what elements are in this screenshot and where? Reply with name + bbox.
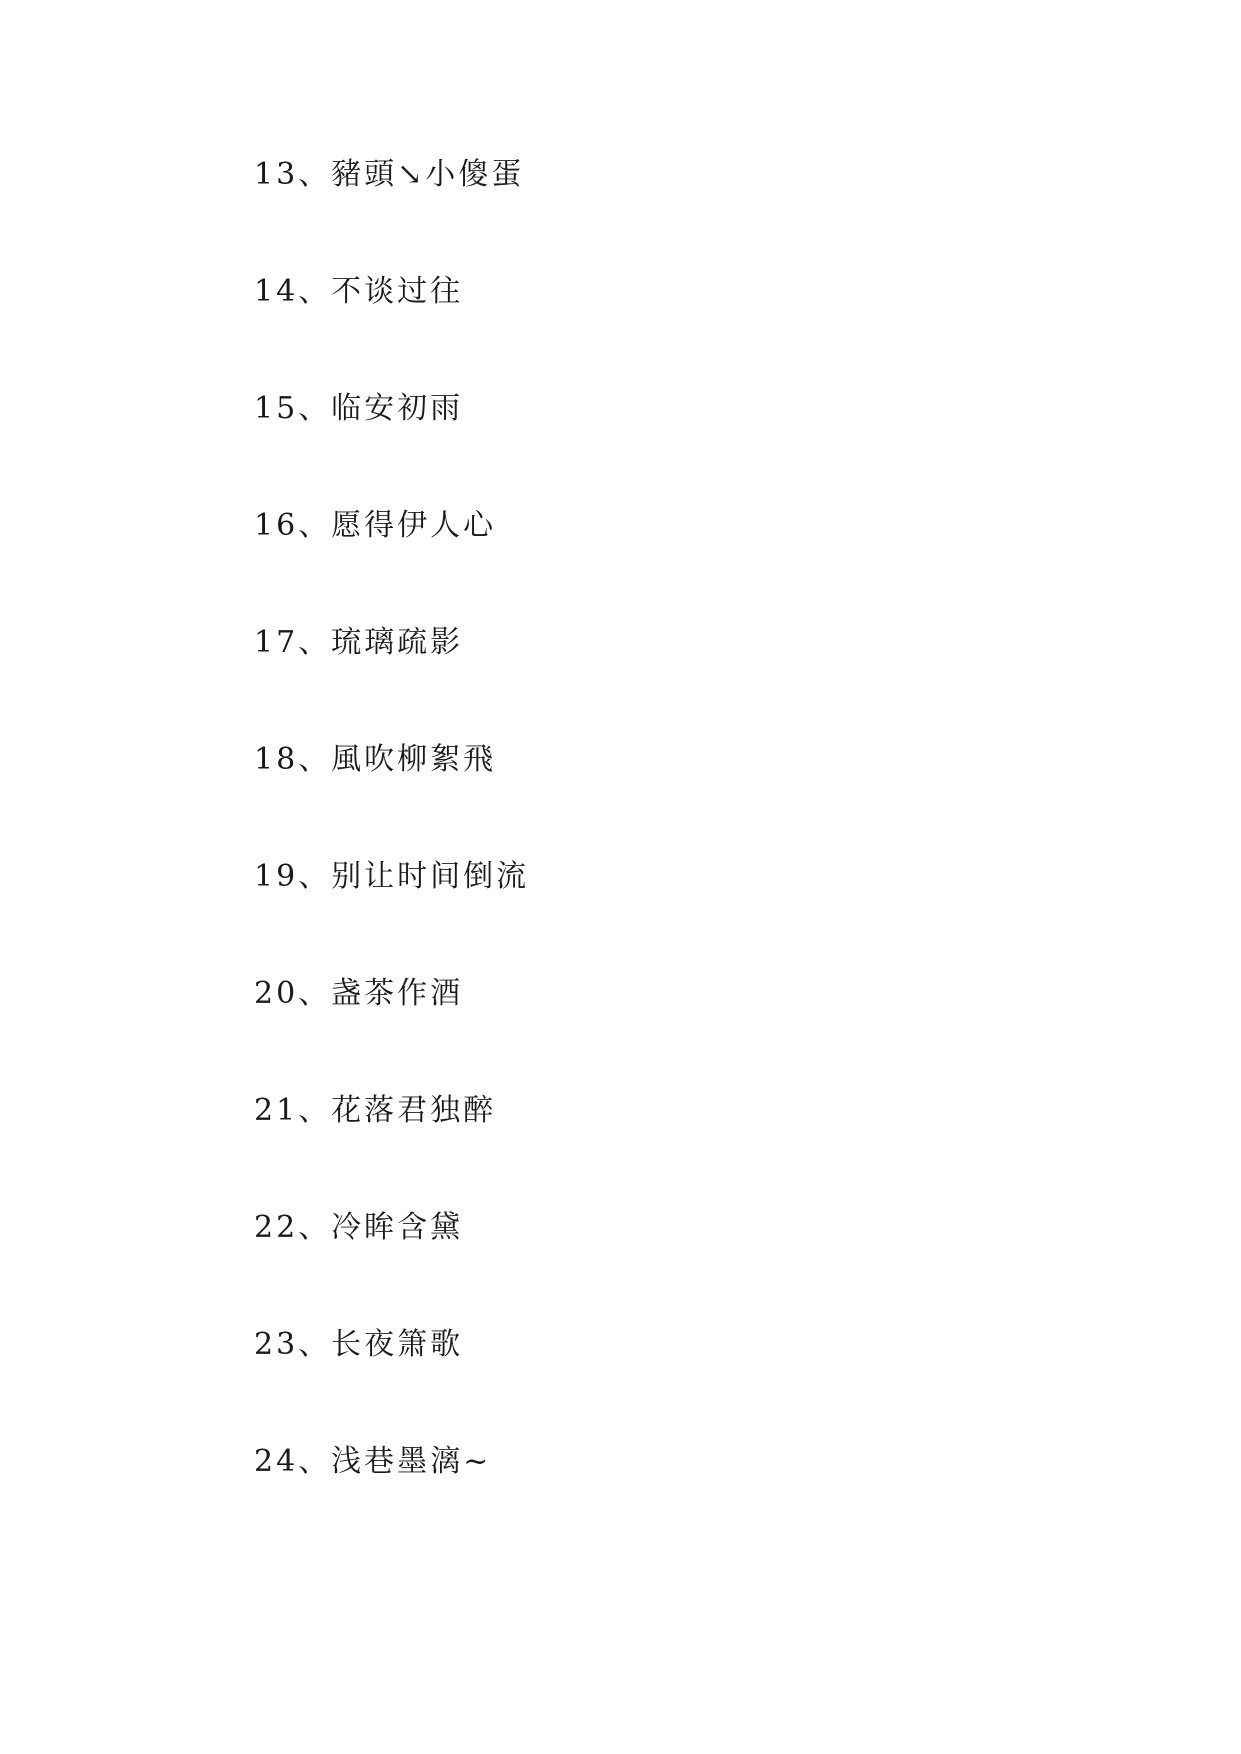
list-item: 19、别让时间倒流 <box>254 859 530 894</box>
list-item: 17、琉璃疏影 <box>254 625 464 660</box>
list-item: 24、浅巷墨漓~ <box>254 1444 492 1479</box>
list-item: 13、豬頭↘小傻蛋 <box>254 157 525 192</box>
name-list <box>254 157 530 1564</box>
list-item: 22、冷眸含黛 <box>254 1210 464 1245</box>
list-item: 16、愿得伊人心 <box>254 508 497 543</box>
list-item: 23、长夜箫歌 <box>254 1327 464 1362</box>
list-item: 21、花落君独醉 <box>254 1093 497 1128</box>
list-item: 14、不谈过往 <box>254 274 464 309</box>
list-item: 20、盏茶作酒 <box>254 976 464 1011</box>
list-item: 18、風吹柳絮飛 <box>254 742 497 777</box>
list-item: 15、临安初雨 <box>254 391 464 426</box>
